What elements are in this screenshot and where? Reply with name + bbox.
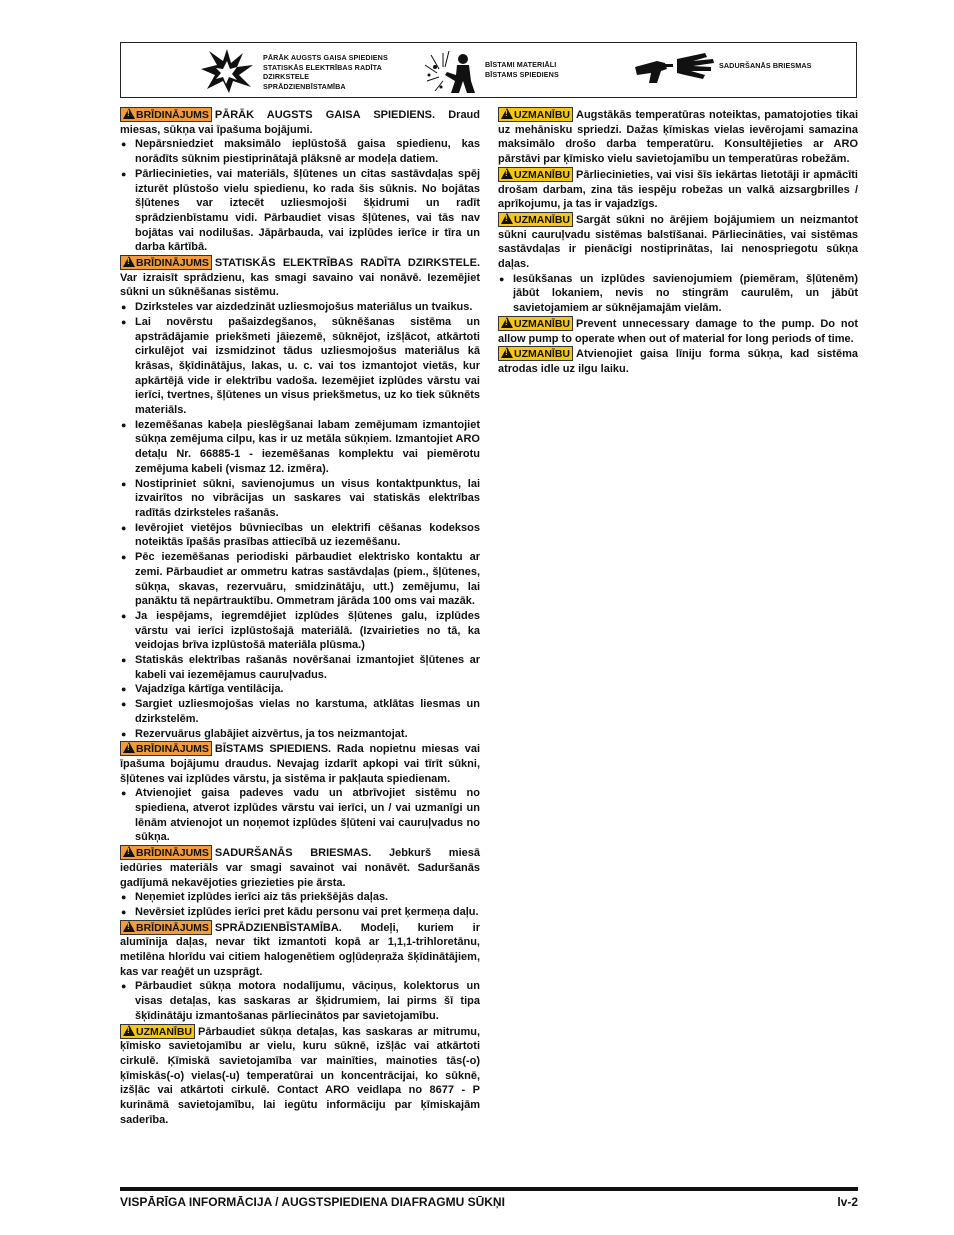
warning-badge: !BRĪDINĀJUMS	[120, 255, 212, 270]
caution-paragraph	[498, 167, 858, 212]
list-item: ● Vajadzīga kārtīga ventilācija.	[120, 682, 480, 697]
list-item: ● Sargiet uzliesmojošas vielas no karstuma, atklātas liesmas un dzirkstelēm.	[120, 697, 480, 726]
list-item: ● Pārliecinieties, vai materiāls, šļūtenes un citas sastāvdaļas spēj izturēt plūstošo vielu spiedienu, ko rada šis sūknis. No bojātas šļūtenes var iztecēt uzliesmojoši šķidrumi un radīt sprādzienbīstamu vidi. Pārbaudiet visas šļūtenes, vai tās nav bojātas vai nodilušas. Jāpārbauda, vai izplūdes ierīce ir tīra un darba kārtībā.	[120, 167, 480, 255]
list-item: ● Iesūkšanas un izplūdes savienojumiem (piemēram, šļūtenēm) jābūt lokaniem, nevis no stingrām caurulēm, un jābūt savietojamiem ar sūknējamajām vielām.	[498, 272, 858, 316]
warning-triangle-icon	[501, 108, 513, 119]
caution-text: Pārliecinieties, vai visi šīs iekārtas lietotāji ir apmācīti drošam darbam, zina tās iespēju robežas un valkā aizsargbrilles / aprīkojumu, ja tas ir vajadzīgs.	[498, 168, 858, 211]
warning-badge: !BRĪDINĀJUMS	[120, 845, 212, 860]
warning-badge: !BRĪDINĀJUMS	[120, 741, 212, 756]
header-label: SADURŠANĀS BRIESMAS	[719, 61, 812, 70]
list-item: ● Lai novērstu pašaizdegšanos, sūknēšanas sistēma un apstrādājamie priekšmeti jāiezemē, sūknējot, izšļācot, atkārtoti cirkulējot vai izsmidzinot tādus uzliesmojošus materiālus kā krāsas, šķīdinātājus, lakas, u. c. vai tos izmantojot vietās, kur apkārtējā vide ir elektrību vadoša. Iezemējiet izplūdes vārstu vai ierīci, tvertnes, šļūtenes un visus priekšmetus, uz ko tiek sūknēts materiāls.	[120, 315, 480, 418]
header-label: BĪSTAMS SPIEDIENS	[485, 69, 559, 79]
caution-text: Prevent unnecessary damage to the pump. Do not allow pump to operate when out of material for long periods of time.	[498, 317, 858, 345]
header-label: PĀRĀK AUGSTS GAISA SPIEDIENS	[263, 53, 388, 62]
caution-paragraph	[498, 316, 858, 346]
warning-badge: !BRĪDINĀJUMS	[120, 920, 212, 935]
caution-text: Atvienojiet gaisa līniju forma sūkņa, kad sistēma atrodas idle uz ilgu laiku.	[498, 348, 858, 375]
page-number: lv-2	[837, 1195, 858, 1209]
warning-triangle-icon	[501, 168, 513, 179]
header-label: BĪSTAMI MATERIĀLI	[485, 60, 557, 69]
list-item: ● Nostipriniet sūkni, savienojumus un visus kontaktpunktus, lai izvairītos no vibrācijas un saskares vai statiskās elektrības radītās dzirksteles rašanās.	[120, 477, 480, 521]
bullet-list	[120, 786, 480, 845]
bullet-list	[120, 890, 480, 919]
warning-badge: !BRĪDINĀJUMS	[120, 107, 212, 122]
caution-badge: !UZMANĪBU	[498, 212, 573, 227]
caution-text: Augstākās temperatūras noteiktas, pamatojoties tikai uz mehānisku spriedzi. Dažas ķīmiskas vielas ievērojami samazina maksimālo drošo darba temperatūru. Konsultējieties ar ARO pārstāvi par ķīmisko vielu savietojamību un temperatūras robežām.	[498, 109, 858, 166]
warning-paragraph	[120, 107, 480, 137]
warning-text: SADURŠANĀS BRIESMAS. Jebkurš miesā iedūries materiāls var smagi savainot vai nonāvēt. Saduršanās gadījumā nekavējoties griezieties pie ārsta.	[120, 847, 480, 889]
right-column	[498, 107, 858, 377]
caution-paragraph	[498, 107, 858, 167]
explosion-icon	[199, 47, 255, 93]
warning-text: PĀRĀK AUGSTS GAISA SPIEDIENS. Draud miesas, sūkņa vai īpašuma bojājumi.	[120, 109, 480, 136]
hazardous-material-icon	[421, 47, 479, 95]
warning-triangle-icon	[501, 317, 513, 328]
warning-triangle-icon	[123, 846, 135, 857]
list-item: ● Ievērojiet vietējos būvniecības un elektrifi cēšanas kodeksos noteiktās īpašās prasības attiecībā uz iezemēšanu.	[120, 521, 480, 550]
caution-badge: !UZMANĪBU	[498, 316, 573, 331]
warning-triangle-icon	[123, 256, 135, 267]
caution-paragraph	[498, 212, 858, 272]
header-group-1	[263, 53, 388, 91]
header-group-3	[719, 61, 812, 71]
list-item: ● Dzirksteles var aizdedzināt uzliesmojošus materiālus un tvaikus.	[120, 300, 480, 315]
list-item: ● Nepārsniedziet maksimālo ieplūstošā gaisa spiedienu, kas norādīts sūknim piestiprinātajā plāksnē ar modeļa datiem.	[120, 137, 480, 166]
header-group-2	[485, 60, 559, 79]
warning-triangle-icon	[123, 1025, 135, 1036]
footer-title: VISPĀRĪGA INFORMĀCIJA / AUGSTSPIEDIENA DIAFRAGMU SŪKŅI	[120, 1195, 505, 1209]
caution-badge: !UZMANĪBU	[120, 1024, 195, 1039]
warning-paragraph	[120, 741, 480, 786]
caution-text: Sargāt sūkni no ārējiem bojājumiem un neizmantot sūkni cauruļvadu sistēmas balstīšanai. Pārliecināties, vai sistēmas sastāvdaļas ir pienācīgi nostiprinātas, lai nenospriegotu sūkņa daļas.	[498, 213, 858, 271]
header-label: SPRĀDZIENBĪSTAMĪBA	[263, 81, 346, 91]
warning-triangle-icon	[123, 742, 135, 753]
warning-text: STATISKĀS ELEKTRĪBAS RADĪTA DZIRKSTELE. Var izraisīt sprādzienu, kas smagi savaino vai nonāvē. Iezemējiet sūkni un sūknēšanas sistēmu.	[120, 257, 480, 299]
caution-paragraph	[498, 346, 858, 376]
warning-paragraph	[120, 255, 480, 300]
list-item: ● Pārbaudiet sūkņa motora nodalījumu, vāciņus, kolektorus un visas detaļas, kas saskaras ar šķidrumiem, lai pirms šī tipa šķīdinātāju izmantošanas pārliecinātos par savietojamību.	[120, 979, 480, 1023]
warning-triangle-icon	[501, 213, 513, 224]
bullet-list	[120, 137, 480, 255]
caution-paragraph	[120, 1024, 480, 1128]
warning-text: BĪSTAMS SPIEDIENS. Rada nopietnu miesas vai īpašuma bojājumu draudus. Nevajag izdarīt apkopi vai tīrīt sūkni, šļūtenes vai izplūdes vārstu, ja sistēma ir pakļauta spiedienam.	[120, 743, 480, 785]
list-item: ● Ja iespējams, iegremdējiet izplūdes šļūtenes galu, izplūdes vārstu vai ierīci izplūstošajā materiālā. (Izvairieties no tā, ka veidojas brīva izplūstošā materiāla plūsma.)	[120, 609, 480, 653]
warning-triangle-icon	[123, 108, 135, 119]
warning-paragraph	[120, 845, 480, 890]
list-item: ● Statiskās elektrības rašanās novēršanai izmantojiet šļūtenes ar kabeli vai iezemējamus cauruļvadus.	[120, 653, 480, 682]
bullet-list	[498, 272, 858, 316]
bullet-list	[120, 300, 480, 741]
warning-triangle-icon	[501, 347, 513, 358]
list-item: ● Pēc iezemēšanas periodiski pārbaudiet elektrisko kontaktu ar zemi. Pārbaudiet ar ommetru katras sastāvdaļas (piem., šļūtenes, sūkņa, skavas, rezervuāru, smidzinātāju, utt.) zemējumu, lai panāktu tā nepārtrauktību. Ommetram jārāda 100 oms vai mazāk.	[120, 550, 480, 609]
warning-paragraph	[120, 920, 480, 980]
list-item: ● Iezemēšanas kabeļa pieslēgšanai labam zemējumam izmantojiet sūkņa zemējuma cilpu, kas ir uz metāla sūkņiem. Izmantojiet ARO detaļu Nr. 66885-1 - iezemēšanas komplektu vai piemērotu zemējuma kabeli (vismaz 12. izmēra).	[120, 418, 480, 477]
header-label: DZIRKSTELE	[263, 72, 310, 82]
caution-badge: !UZMANĪBU	[498, 107, 573, 122]
bullet-list	[120, 979, 480, 1023]
warning-triangle-icon	[123, 921, 135, 932]
list-item: ● Atvienojiet gaisa padeves vadu un atbrīvojiet sistēmu no spiediena, atverot izplūdes vārstu vai ierīci, un / vai uzmanīgi un lēnām atvienojot un noņemot izplūdes šļūteni vai cauruļvadus no sūkņa.	[120, 786, 480, 845]
list-item: ● Rezervuārus glabājiet aizvērtus, ja tos neizmantojat.	[120, 727, 480, 742]
hazard-header	[120, 42, 857, 98]
injection-hazard-icon	[631, 49, 717, 89]
warning-text: SPRĀDZIENBĪSTAMĪBA. Modeļi, kuriem ir alumīnija daļas, nevar tikt izmantoti kopā ar 1,1,1-trihloretānu, metilēna hlorīdu vai citiem halogenētiem ogļūdeņraža šķīdinātājiem, kas var reaģēt un uzsprāgt.	[120, 921, 480, 978]
footer-rule	[120, 1187, 858, 1191]
caution-text: Pārbaudiet sūkņa detaļas, kas saskaras ar mitrumu, ķīmisko savietojamību ar vielu, kuru sūknē, izšļāc vai atkārtoti cirkulē. Ķīmiskā savietojamība var mainīties, mainoties tās(-o) ķīmiskās(-o) vielas(-u) temperatūrai un koncentrācijai, ko sūknē, izšļāc vai atkārtoti cirkulē. Contact ARO veidlapa no 8677 - P kurināmā savietojamību, lai iegūtu informāciju par ķīmiskajām saderība.	[120, 1025, 480, 1126]
left-column	[120, 107, 480, 1128]
list-item: ● Neņemiet izplūdes ierīci aiz tās priekšējās daļas.	[120, 890, 480, 905]
caution-badge: !UZMANĪBU	[498, 167, 573, 182]
list-item: ● Nevērsiet izplūdes ierīci pret kādu personu vai pret ķermeņa daļu.	[120, 905, 480, 920]
header-label: STATISKĀS ELEKTRĪBAS RADĪTA	[263, 62, 382, 72]
caution-badge: !UZMANĪBU	[498, 346, 573, 361]
